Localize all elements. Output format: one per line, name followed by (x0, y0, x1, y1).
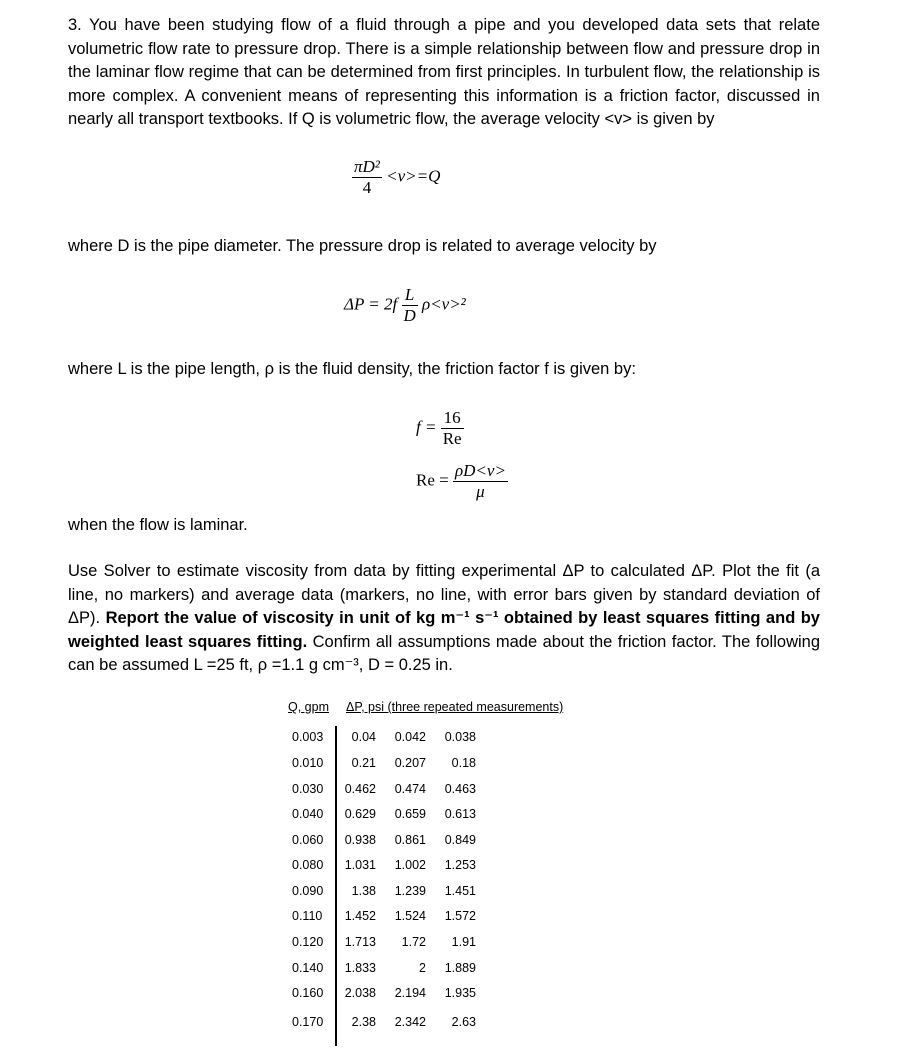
eq4-denominator: μ (453, 481, 508, 502)
pressure-value: 0.938 (344, 833, 376, 847)
pressure-value: 1.451 (444, 884, 476, 898)
pressure-value: 0.207 (394, 756, 426, 770)
pressure-value: 0.474 (394, 782, 426, 796)
flow-value: 0.080 (292, 858, 324, 872)
intro-paragraph: 3. You have been studying flow of a fluid through a pipe and you developed data sets that relate volumetric flow rate to pressure drop. There is a simple relationship between flow and pressure drop in the laminar flow regime that can be determined from first principles. In turbulent flow, the relationship is more complex. A convenient means of representing this information is a friction factor, discussed in nearly all transport textbooks. If Q is volumetric flow, the average velocity <v> is given by (68, 16, 820, 128)
pressure-value: 0.18 (451, 756, 476, 770)
flow-value: 0.140 (292, 961, 324, 975)
eq3-fraction (441, 408, 464, 449)
eq4-numerator: ρD<v> (454, 461, 506, 480)
table-header-pressure: ΔP, psi (three repeated measurements) (346, 700, 564, 714)
pressure-value: 2.038 (344, 986, 376, 1000)
pressure-value: 1.452 (344, 909, 376, 923)
pressure-value: 0.042 (394, 730, 426, 744)
pressure-value: 0.629 (344, 807, 376, 821)
eq4-fraction (453, 461, 508, 502)
task-paragraph (68, 560, 820, 678)
flow-value: 0.120 (292, 935, 324, 949)
flow-value: 0.110 (292, 909, 323, 923)
pressure-value: 0.861 (394, 833, 426, 847)
flow-value: 0.010 (292, 756, 324, 770)
pressure-value: 0.462 (344, 782, 376, 796)
eq1-numerator: πD² (354, 157, 380, 176)
flow-value: 0.030 (292, 782, 324, 796)
equation-pressure-drop (344, 285, 466, 326)
pressure-value: 2.194 (394, 986, 426, 1000)
pressure-value: 0.659 (394, 807, 426, 821)
eq2-rhs: ρ<v>² (422, 294, 466, 314)
eq3-denominator: Re (442, 429, 462, 448)
eq1-denominator: 4 (352, 177, 382, 198)
pressure-value: 0.21 (351, 756, 376, 770)
pressure-value: 2.38 (351, 1015, 376, 1029)
flow-value: 0.003 (292, 730, 324, 744)
pressure-value: 1.002 (394, 858, 426, 872)
pressure-value: 0.849 (444, 833, 476, 847)
pressure-value: 1.38 (351, 884, 376, 898)
pressure-value: 1.031 (344, 858, 376, 872)
eq3-numerator: 16 (443, 408, 461, 427)
pressure-value: 1.572 (444, 909, 476, 923)
pressure-value: 1.91 (451, 935, 476, 949)
pressure-value: 2.63 (451, 1015, 476, 1029)
pressure-value: 2.342 (394, 1015, 426, 1029)
pressure-value: 0.038 (444, 730, 476, 744)
pressure-value: 1.713 (344, 935, 376, 949)
equation-flow-velocity (352, 157, 440, 198)
pressure-value: 2 (419, 961, 426, 975)
flow-value: 0.090 (292, 884, 324, 898)
pressure-value: 1.833 (344, 961, 376, 975)
pressure-value: 1.239 (394, 884, 426, 898)
laminar-note: when the flow is laminar. (68, 516, 248, 534)
eq1-rhs: <v>=Q (386, 166, 441, 186)
pressure-value: 1.935 (444, 986, 476, 1000)
pressure-value: 0.613 (444, 807, 476, 821)
eq2-lhs: ΔP = 2f (344, 294, 398, 314)
flow-value: 0.040 (292, 807, 324, 821)
pressure-value: 1.889 (444, 961, 476, 975)
task-text-1: Use Solver to estimate viscosity from data by fitting experimental ΔP to calculated ΔP. Plot the fit (a line, no markers) and average data (markers, no line, with error bars given by standard deviation of ΔP). (68, 562, 820, 627)
equation-reynolds-number (416, 461, 508, 502)
table-header-flow: Q, gpm (288, 700, 329, 714)
equation-friction-factor (416, 408, 464, 449)
eq2-denominator: D (403, 306, 416, 325)
pressure-value: 1.72 (401, 935, 426, 949)
eq3-lhs: f = (416, 417, 437, 437)
flow-value: 0.170 (292, 1015, 324, 1029)
pressure-value: 0.04 (351, 730, 376, 744)
flow-value: 0.160 (292, 986, 324, 1000)
table-divider (335, 726, 337, 1046)
pressure-value: 1.524 (394, 909, 426, 923)
eq4-lhs: Re = (416, 470, 449, 490)
diameter-note: where D is the pipe diameter. The pressure drop is related to average velocity by (68, 237, 657, 255)
eq2-numerator: L (404, 285, 415, 304)
length-note: where L is the pipe length, ρ is the fluid density, the friction factor f is given by: (68, 360, 636, 378)
task-text-2: Confirm all assumptions made about the friction factor. The following can be assumed L =25 ft, ρ =1.1 g cm⁻³, D = 0.25 in. (68, 632, 820, 674)
flow-value: 0.060 (292, 833, 324, 847)
eq2-fraction (402, 285, 418, 326)
eq1-fraction (352, 157, 382, 198)
pressure-value: 1.253 (444, 858, 476, 872)
task-bold-text: Report the value of viscosity in unit of kg m⁻¹ s⁻¹ obtained by least squares fitting and by weighted least squares fitting. (68, 609, 820, 651)
pressure-value: 0.463 (444, 782, 476, 796)
